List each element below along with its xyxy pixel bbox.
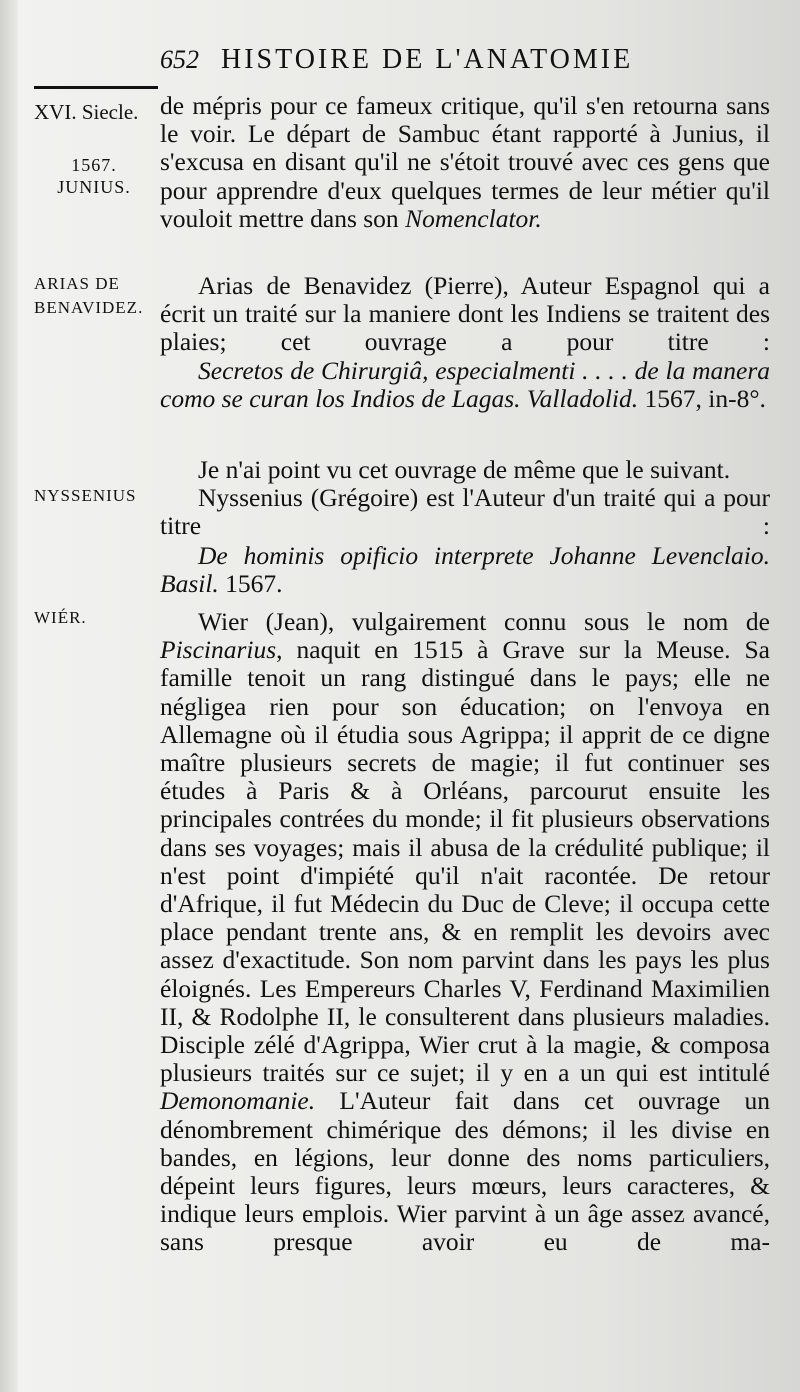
margin-note-wier: WIÉR.: [34, 608, 87, 627]
paragraph-text: Arias de Benavidez (Pierre), Auteur Espagnol qui a écrit un traité sur la maniere dont les Indiens se traitent des plaies; cet ouvrage a pour titre :: [160, 271, 770, 357]
book-title: Nomenclator.: [405, 203, 542, 233]
paragraph-nyssenius-title: [160, 542, 770, 598]
running-title: HISTOIRE DE L'ANATOMIE: [221, 44, 634, 75]
page-gutter: [0, 0, 18, 1392]
alias-name: Piscinarius: [160, 635, 277, 665]
paragraph-text: L'Auteur fait dans cet ouvrage un dénombrement chimérique des démons; il les divise en bandes, en légions, leur donne des noms particuliers, dépeint leurs figures, leurs mœurs, leurs caracteres, & indique leurs emplois. Wier parvint à un âge assez avancé, sans presque avoir eu de ma-: [160, 1086, 770, 1257]
paragraph-nyssenius: [160, 484, 770, 540]
paragraph-text: de mépris pour ce fameux critique, qu'il s'en retourna sans le voir. Le départ de Sambuc étant rapporté à Junius, il s'excusa en disant qu'il ne s'étoit trouvé avec ces gens que pour apprendre d'eux quelques termes de leur métier qu'il vouloit mettre dans son: [160, 91, 770, 233]
margin-rule: [34, 86, 158, 89]
page-number: 652: [160, 45, 199, 74]
running-header: [160, 44, 760, 84]
paragraph-text: , naquit en 1515 à Grave sur la Meuse. Sa famille tenoit un rang distingué dans le pays; elle ne négligea rien pour son éducation; on l'envoya en Allemagne où il étudia sous Agrippa; il apprit de ce digne maître plusieurs secrets de magie; il fut continuer ses études à Paris & à Orléans, parcourut ensuite les principales contrées du monde; il fit plusieurs observations dans ses voyages; mais il abusa de la crédulité publique; il n'est point d'impiété qu'il n'ait racontée. De retour d'Afrique, il fut Médecin du Duc de Cleve; il occupa cette place pendant trente ans, & en remplit les devoirs avec assez d'exactitude. Son nom parvint dans les pays les plus éloignés. Les Empereurs Charles V, Ferdinand Maximilien II, & Rodolphe II, le consulterent dans plusieurs maladies. Disciple zélé d'Agrippa, Wier crut à la magie, & composa plusieurs traités sur ce sujet; il y en a un qui est intitulé: [160, 635, 770, 1088]
paragraph-text: Wier (Jean), vulgairement connu sous le nom de: [198, 607, 770, 636]
margin-note-nyssenius: NYSSENIUS: [34, 486, 137, 505]
book-imprint: 1567, in-8°.: [644, 383, 766, 413]
paragraph-text: Je n'ai point vu cet ouvrage de même que le suivant.: [198, 455, 731, 484]
book-imprint: 1567.: [225, 569, 283, 599]
book-title: De hominis opificio interprete Johanne Levenclaio. Basil.: [160, 541, 770, 599]
paragraph-junius: [160, 92, 770, 233]
margin-note-year-junius: 1567. JUNIUS.: [57, 155, 131, 197]
paragraph-text: Nyssenius (Grégoire) est l'Auteur d'un traité qui a pour titre :: [160, 483, 770, 541]
margin-note-century: XVI. Siecle.: [34, 100, 139, 124]
book-title: Demonomanie.: [160, 1086, 316, 1116]
book-title: Secretos de Chirurgiâ, especialmenti . . . . de la manera como se curan los Indios de Lagas. Valladolid.: [160, 355, 770, 413]
paragraph-arias: [160, 272, 770, 413]
paragraph-note: [160, 456, 770, 484]
margin-note-arias: ARIAS DE BENAVIDEZ.: [34, 274, 144, 317]
paragraph-wier: [160, 608, 770, 1257]
